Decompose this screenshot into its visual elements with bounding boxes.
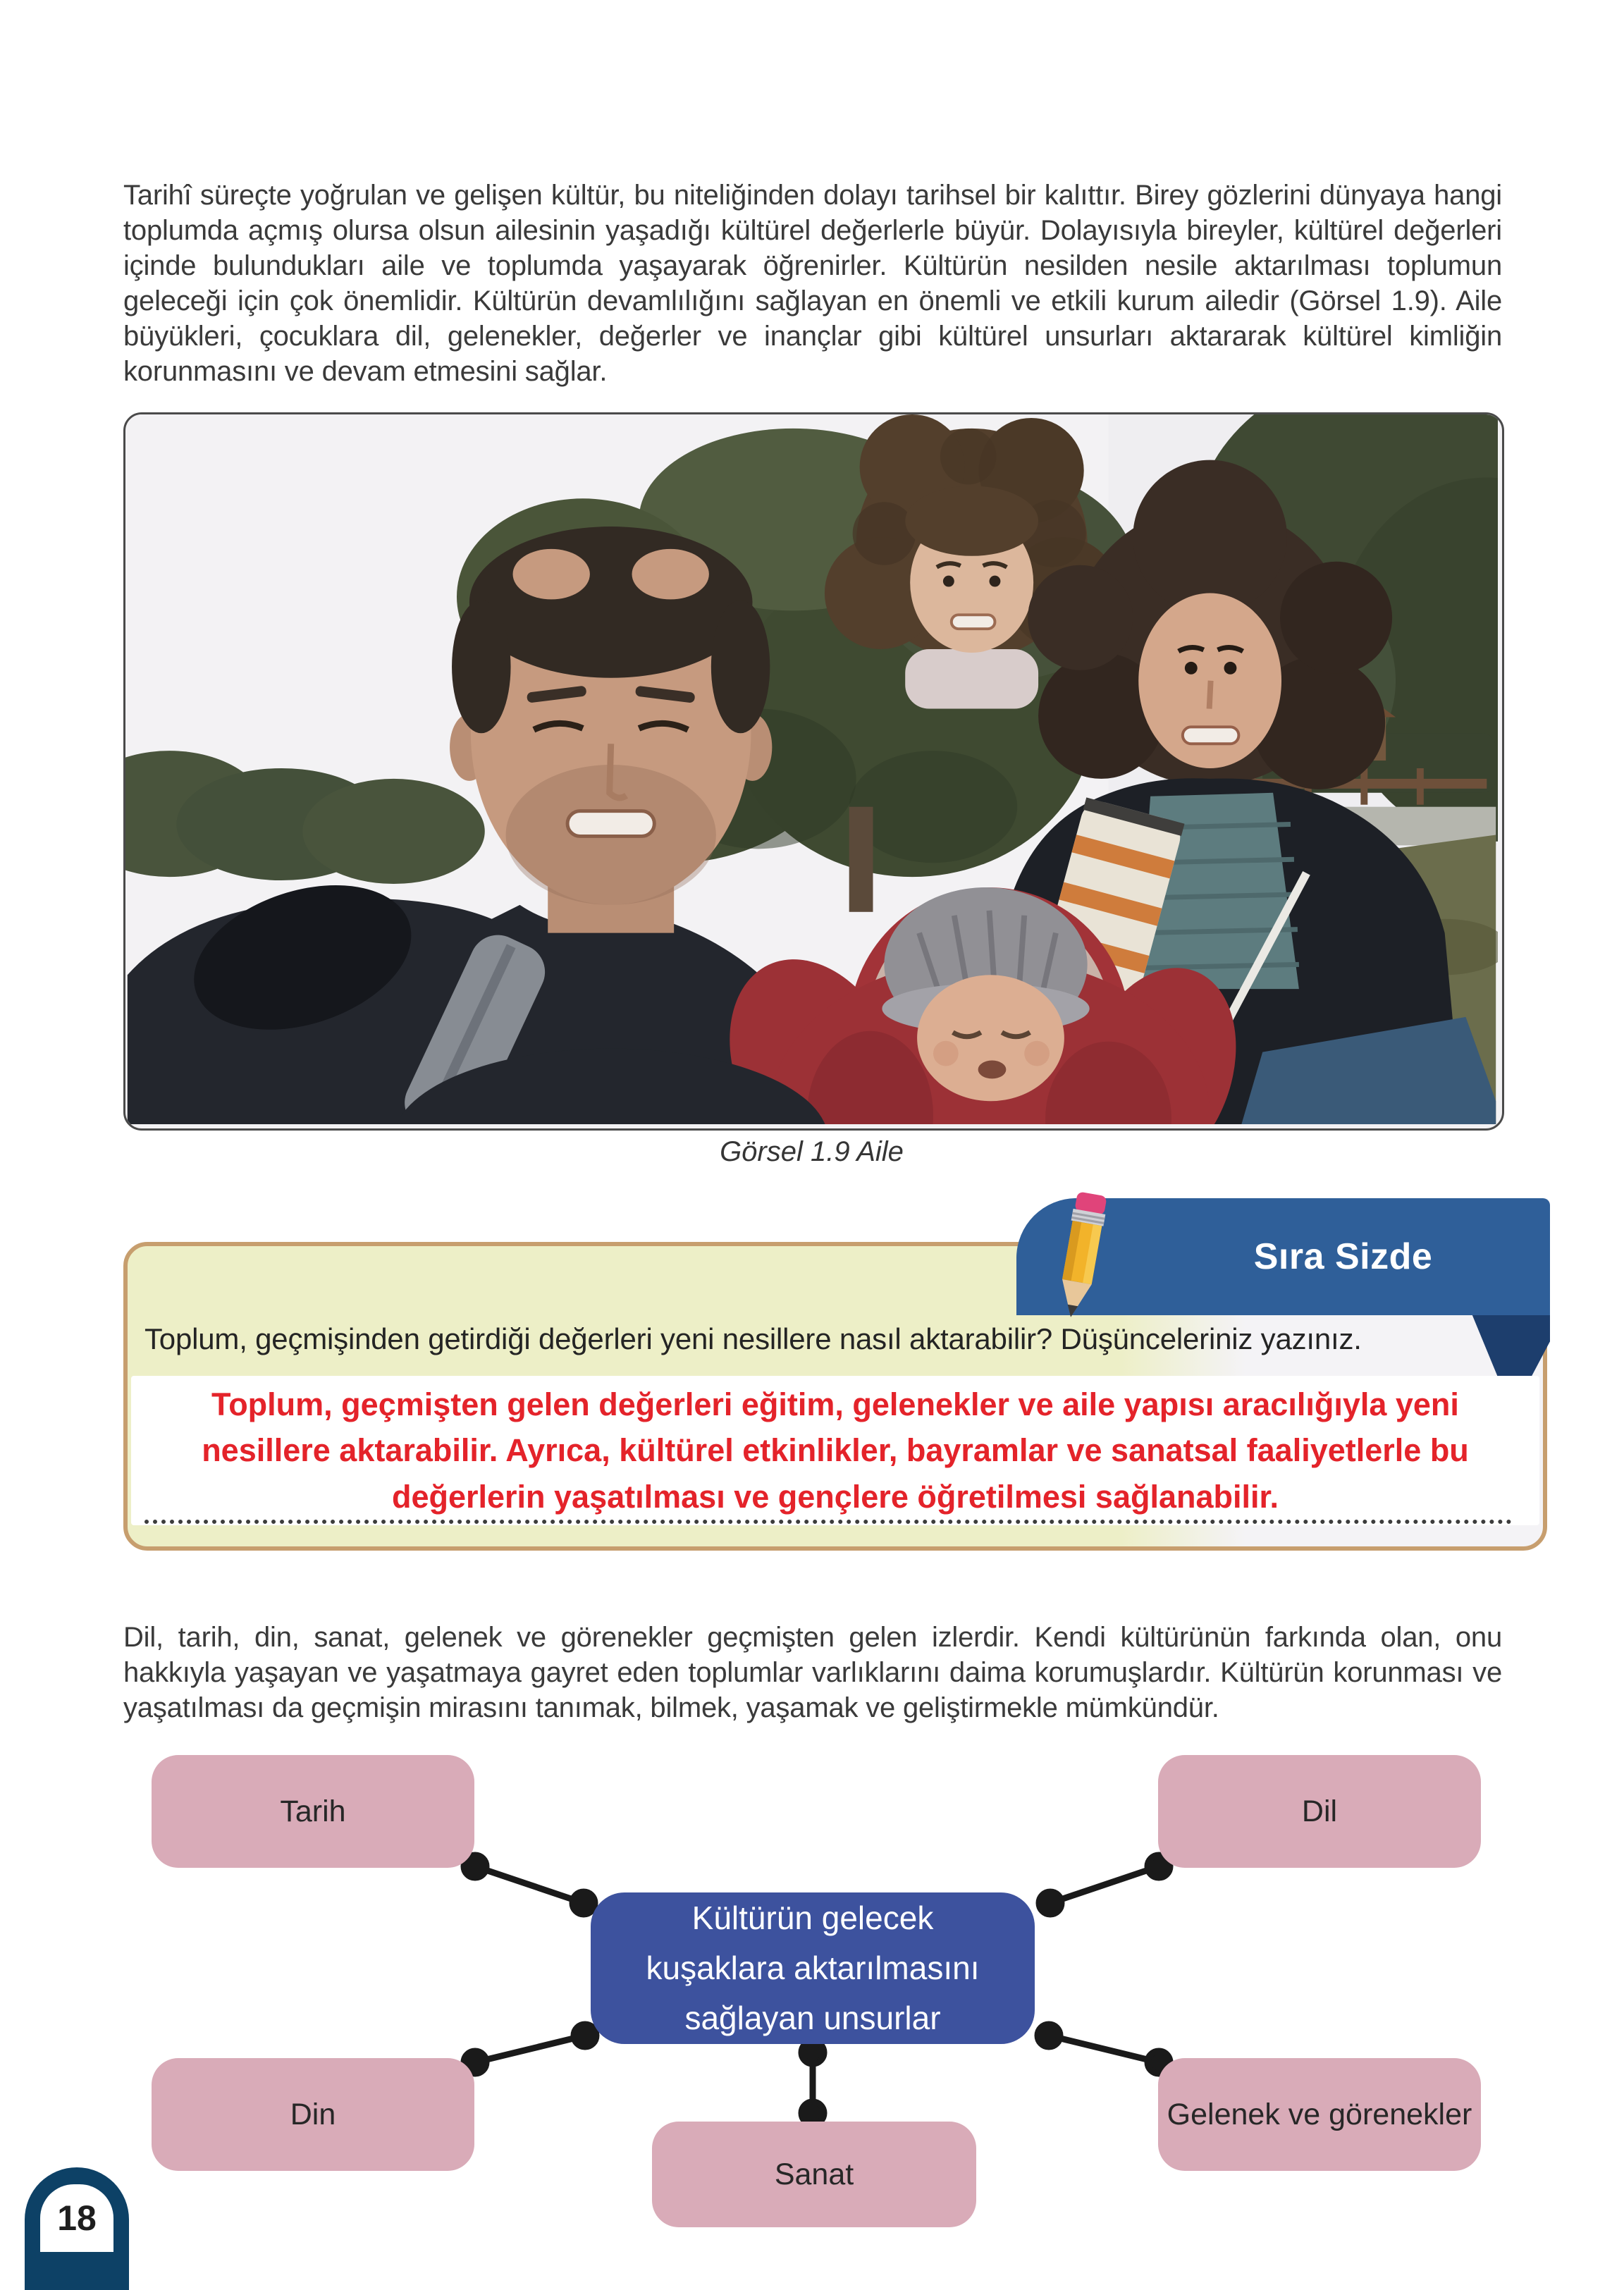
activity-answer-panel xyxy=(131,1376,1539,1525)
diagram-node-sanat: Sanat xyxy=(652,2122,976,2227)
activity-title: Sıra Sizde xyxy=(1253,1236,1433,1277)
dotted-writing-line xyxy=(144,1520,1512,1524)
page-number-inner xyxy=(40,2184,113,2252)
activity-question: Toplum, geçmişinden getirdiği değerleri yeni nesillere nasıl aktarabilir? Düşünceleriniz yazınız. xyxy=(144,1322,1362,1355)
family-photo-illustration xyxy=(125,414,1498,1124)
body-paragraph-2: Dil, tarih, din, sanat, gelenek ve görenekler geçmişten gelen izlerdir. Kendi kültürünün farkında olan, onu hakkıyla yaşayan ve yaşatmaya gayret eden toplumlar varlıklarını daima korumuşlardır. Kültürün korunması ve yaşatılması da geçmişin mirasını tanımak, bilmek, yaşamak ve geliştirmekle mümkündür. xyxy=(123,1622,1502,1723)
diagram-node-din: Din xyxy=(152,2058,474,2171)
page-number: 18 xyxy=(57,2198,97,2238)
diagram-center-node: Kültürün gelecek kuşaklara aktarılmasını sağlayan unsurlar xyxy=(591,1892,1035,2044)
page-number-badge xyxy=(25,2167,129,2290)
activity-answer: Toplum, geçmişten gelen değerleri eğitim, gelenekler ve aile yapısı aracılığıyla yeni nesillere aktarabilir. Ayrıca, kültürel etkinlikler, bayramlar ve sanatsal faaliyetlerle bu değerlerin yaşatılması ve gençlere öğretilmesi sağlanabilir. xyxy=(202,1386,1469,1515)
diagram-node-dil: Dil xyxy=(1158,1755,1481,1868)
diagram-node-tarih: Tarih xyxy=(152,1755,474,1868)
photo-caption: Görsel 1.9 Aile xyxy=(720,1136,904,1167)
body-paragraph-1: Tarihî süreçte yoğrulan ve gelişen kültür, bu niteliğinden dolayı tarihsel bir kalıttır. Birey gözlerini dünyaya hangi toplumda açmış olursa olsun ailesinin yaşadığı kültürel değerlerle büyür. Dolayısıyla bireyler, kültürel değerleri içinde bulundukları aile ve toplumda yaşayarak öğrenirler. Kültürün nesilden nesile aktarılması toplumun geleceği için çok önemlidir. Kültürün devamlılığını sağlayan en önemli ve etkili kurum ailedir (Görsel 1.9). Aile büyükleri, çocuklara dil, gelenekler, değerler ve inançlar gibi kültürel unsurları aktararak kültürel kimliğin korunmasını ve devam etmesini sağlar. xyxy=(123,180,1502,387)
diagram-node-gelenek: Gelenek ve görenekler xyxy=(1158,2058,1481,2171)
family-photo xyxy=(123,412,1504,1131)
